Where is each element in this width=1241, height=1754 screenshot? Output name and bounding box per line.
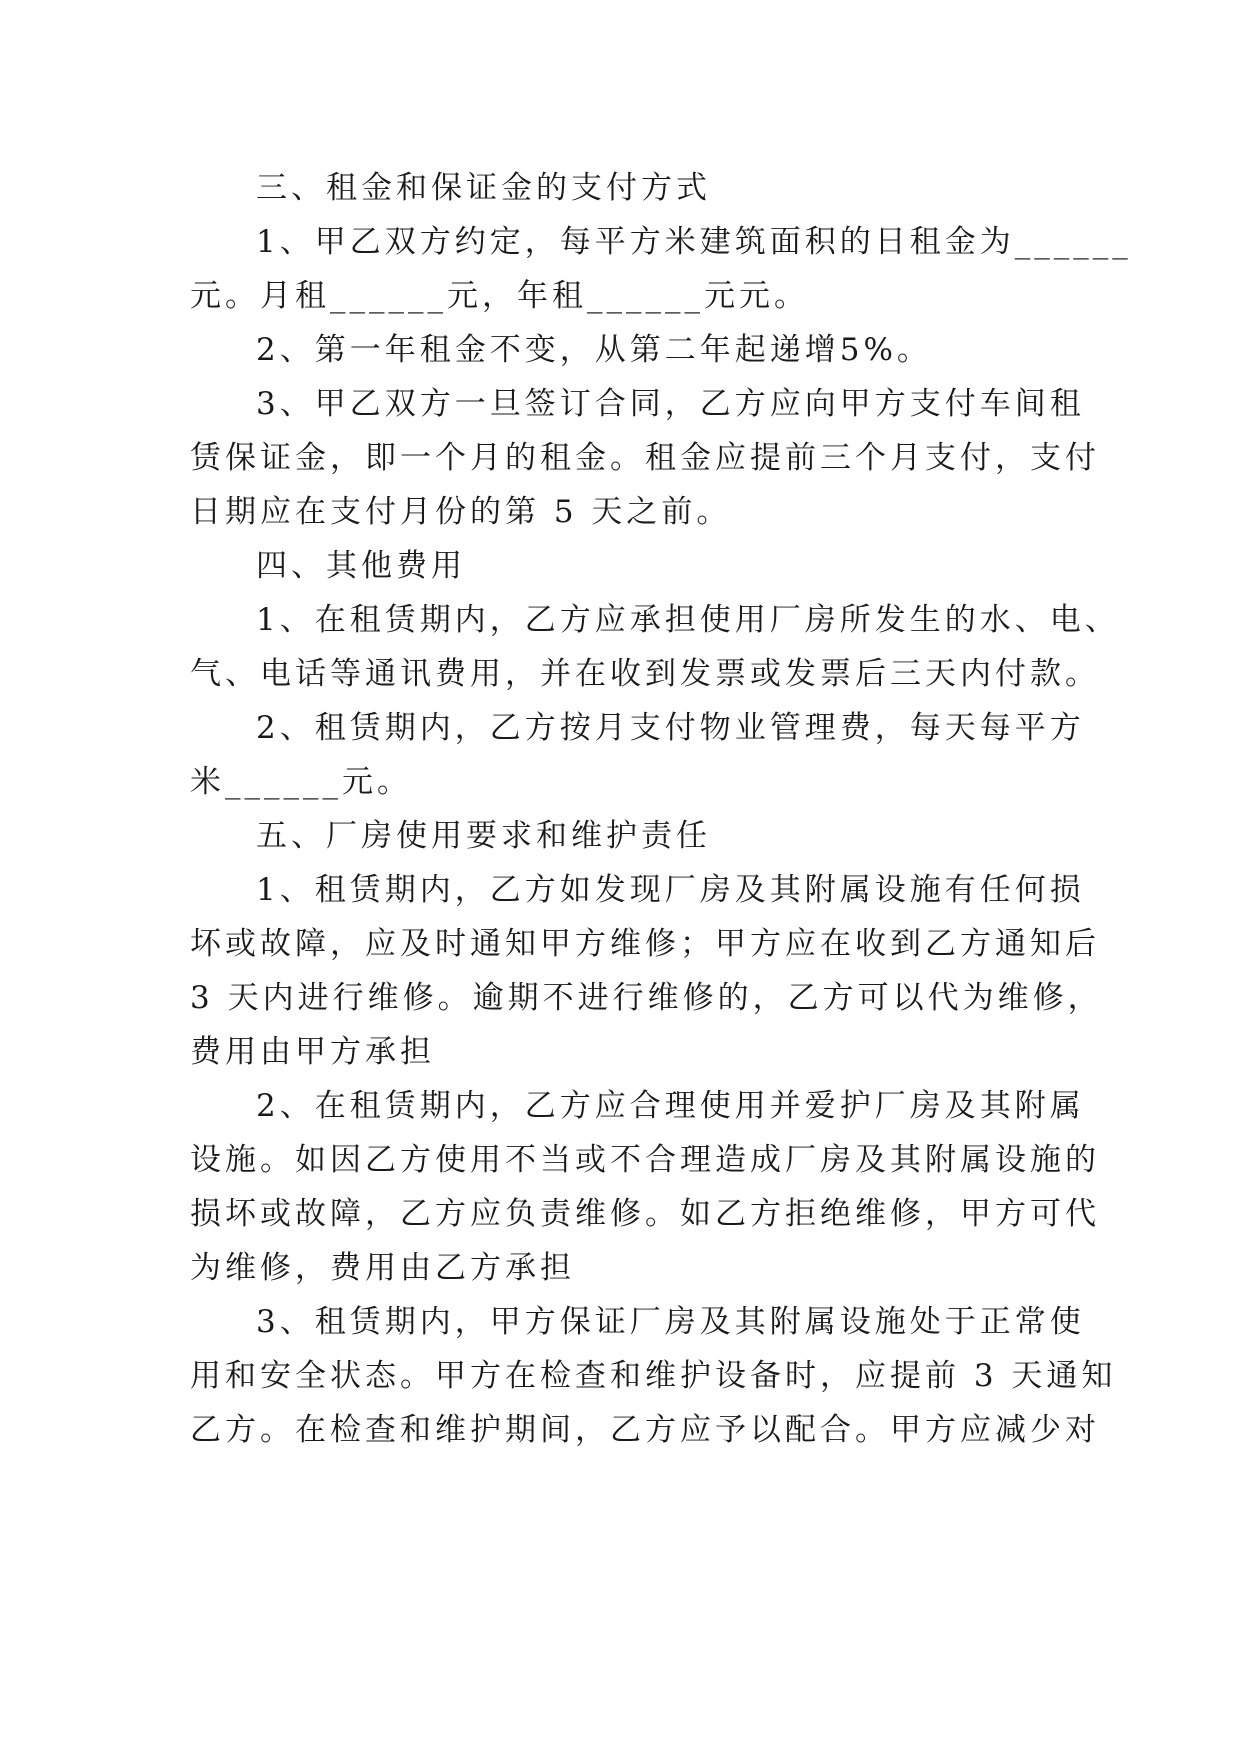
section-heading-other-fees: 四、其他费用 — [256, 548, 466, 584]
paragraph-line: 2、在租赁期内，乙方应合理使用并爱护厂房及其附属 — [256, 1088, 1085, 1124]
paragraph-line: 1、在租赁期内，乙方应承担使用厂房所发生的水、电、 — [256, 602, 1120, 638]
paragraph-line: 3 天内进行维修。逾期不进行维修的，乙方可以代为维修， — [190, 980, 1103, 1016]
paragraph-line: 2、租赁期内，乙方按月支付物业管理费，每天每平方 — [256, 710, 1085, 746]
paragraph-line: 3、甲乙双方一旦签订合同，乙方应向甲方支付车间租 — [256, 386, 1085, 422]
paragraph-line: 乙方。在检查和维护期间，乙方应予以配合。甲方应减少对 — [190, 1412, 1100, 1448]
paragraph-line: 坏或故障，应及时通知甲方维修；甲方应在收到乙方通知后 — [190, 926, 1100, 962]
paragraph-line: 为维修，费用由乙方承担 — [190, 1250, 575, 1286]
paragraph-line: 赁保证金，即一个月的租金。租金应提前三个月支付，支付 — [190, 440, 1100, 476]
paragraph-line: 气、电话等通讯费用，并在收到发票或发票后三天内付款。 — [190, 656, 1100, 692]
paragraph-line: 损坏或故障，乙方应负责维修。如乙方拒绝维修，甲方可代 — [190, 1196, 1100, 1232]
paragraph-line: 1、租赁期内，乙方如发现厂房及其附属设施有任何损 — [256, 872, 1085, 908]
paragraph-line: 米______元。 — [190, 764, 412, 800]
paragraph-line: 日期应在支付月份的第 5 天之前。 — [190, 494, 732, 530]
paragraph-line: 3、租赁期内，甲方保证厂房及其附属设施处于正常使 — [256, 1304, 1085, 1340]
paragraph-line: 1、甲乙双方约定，每平方米建筑面积的日租金为______ — [256, 224, 1132, 260]
paragraph-line: 费用由甲方承担 — [190, 1034, 435, 1070]
section-heading-rent-deposit: 三、租金和保证金的支付方式 — [256, 170, 711, 206]
section-heading-usage-maintenance: 五、厂房使用要求和维护责任 — [256, 818, 711, 854]
paragraph-line: 元。月租______元，年租______元元。 — [190, 278, 809, 314]
paragraph-line: 2、第一年租金不变，从第二年起递增5%。 — [256, 332, 932, 368]
paragraph-line: 用和安全状态。甲方在检查和维护设备时，应提前 3 天通知 — [190, 1358, 1117, 1394]
paragraph-line: 设施。如因乙方使用不当或不合理造成厂房及其附属设施的 — [190, 1142, 1100, 1178]
